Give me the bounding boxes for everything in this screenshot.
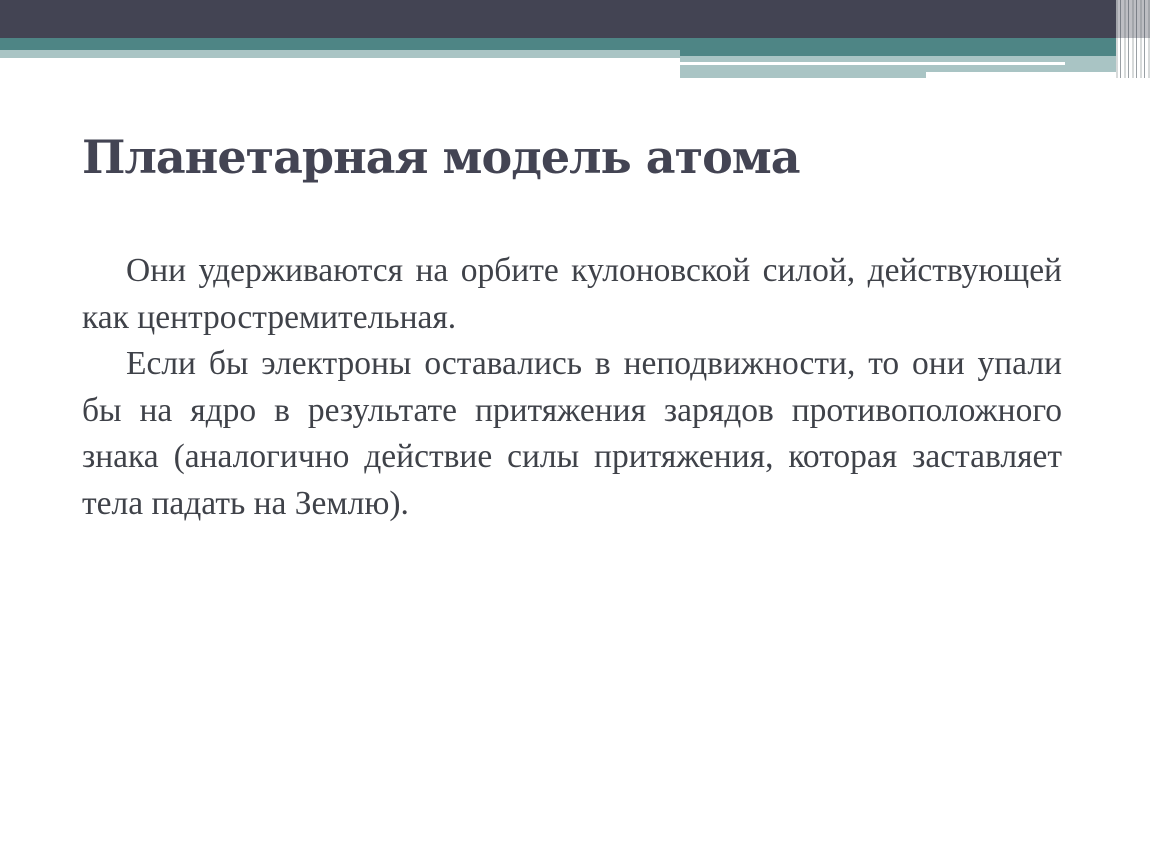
slide-title: Планетарная модель атома — [82, 130, 800, 184]
header-white-line — [680, 62, 1065, 65]
body-paragraph-1: Они удерживаются на орбите кулоновской силой, действующей как центростремительная. — [82, 252, 1062, 336]
header-stripes-shade — [1116, 0, 1150, 38]
header-light-band-left — [0, 50, 680, 58]
header-white-block — [926, 72, 1130, 78]
body-paragraph-2: Если бы электроны оставались в неподвижности, то они упали бы на ядро в результате притяжения зарядов противоположного знака (аналогично действие силы притяжения, которая заставляет тела падать на Землю). — [82, 345, 1062, 522]
slide-body — [82, 248, 1062, 527]
header-dark-band — [0, 0, 1150, 38]
